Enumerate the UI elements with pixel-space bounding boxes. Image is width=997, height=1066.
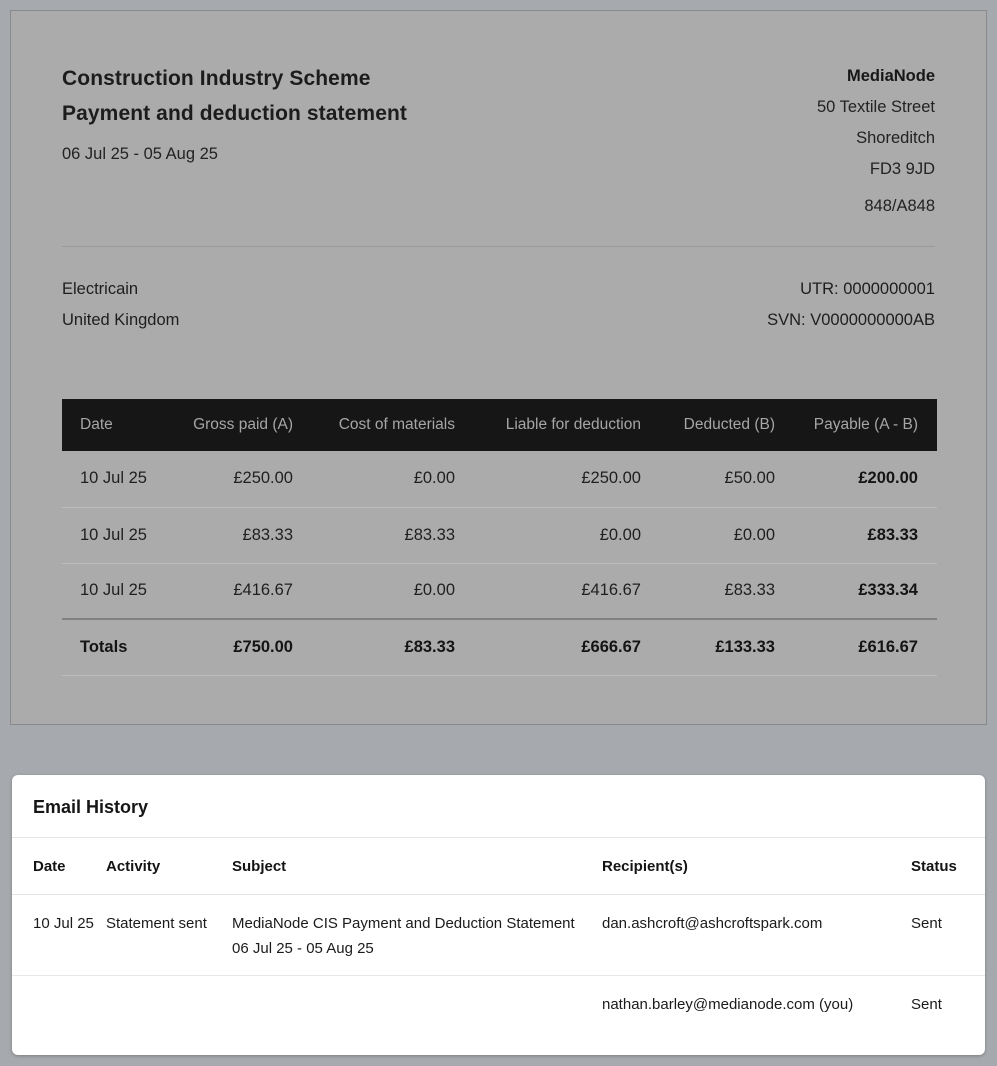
- cis-table-row: [62, 507, 937, 563]
- document-title-block: [62, 61, 407, 222]
- email-history-header-row: [12, 838, 985, 895]
- cis-table-row: [62, 563, 937, 619]
- cis-cell-gross-paid: £250.00: [160, 451, 293, 507]
- parties-section: [62, 274, 935, 336]
- cis-header-deducted: Deducted (B): [641, 399, 775, 451]
- cis-totals-gross-paid: £750.00: [160, 619, 293, 675]
- cis-payments-table: [62, 399, 937, 676]
- cis-table-row: [62, 451, 937, 507]
- email-cell-date: 10 Jul 25: [33, 915, 94, 932]
- contractor-address-block: [817, 61, 935, 222]
- email-history-row: [12, 975, 985, 1055]
- document-title-line2: Payment and deduction statement: [62, 102, 407, 125]
- cis-cell-liable-for-deduction: £250.00: [455, 451, 641, 507]
- email-cell-status: Sent: [911, 996, 942, 1013]
- contractor-address-line: 50 Textile Street: [816, 98, 935, 116]
- email-header-status: Status: [911, 857, 957, 875]
- document-title-line1: Construction Industry Scheme: [62, 67, 371, 90]
- tax-references-block: [767, 274, 935, 336]
- cis-cell-date: 10 Jul 25: [62, 451, 160, 507]
- cis-cell-cost-of-materials: £83.33: [293, 507, 455, 563]
- svn-value: SVN: V0000000000AB: [767, 311, 935, 329]
- email-cell-activity: Statement sent: [106, 915, 207, 932]
- cis-cell-payable: £333.34: [775, 563, 937, 619]
- cis-header-cost-of-materials: Cost of materials: [293, 399, 455, 451]
- cis-cell-cost-of-materials: £0.00: [293, 451, 455, 507]
- document-divider: [62, 246, 935, 247]
- cis-cell-deducted: £83.33: [641, 563, 775, 619]
- email-header-recipients: Recipient(s): [602, 857, 688, 875]
- cis-totals-cost-of-materials: £83.33: [293, 619, 455, 675]
- email-cell-recipient: dan.ashcroft@ashcroftspark.com: [602, 915, 823, 932]
- subcontractor-block: [62, 274, 179, 336]
- subcontractor-country: United Kingdom: [62, 311, 180, 329]
- contractor-address-line: FD3 9JD: [869, 160, 935, 178]
- cis-cell-date: 10 Jul 25: [62, 563, 160, 619]
- email-history-title: Email History: [12, 775, 985, 838]
- cis-header-liable-for-deduction: Liable for deduction: [455, 399, 641, 451]
- cis-totals-row: [62, 619, 937, 675]
- cis-cell-payable: £83.33: [775, 507, 937, 563]
- contractor-reference: 848/A848: [864, 197, 935, 215]
- cis-cell-gross-paid: £416.67: [160, 563, 293, 619]
- email-header-date: Date: [33, 857, 66, 875]
- email-header-subject: Subject: [232, 857, 287, 875]
- cis-table-header-row: [62, 399, 937, 451]
- cis-totals-payable: £616.67: [775, 619, 937, 675]
- contractor-address-line: Shoreditch: [856, 129, 935, 147]
- cis-totals-liable-for-deduction: £666.67: [455, 619, 641, 675]
- email-header-activity: Activity: [106, 857, 161, 875]
- statement-period: 06 Jul 25 - 05 Aug 25: [62, 145, 218, 163]
- cis-cell-date: 10 Jul 25: [62, 507, 160, 563]
- utr-value: UTR: 0000000001: [800, 280, 935, 298]
- email-cell-recipient: nathan.barley@medianode.com (you): [602, 996, 854, 1013]
- cis-cell-gross-paid: £83.33: [160, 507, 293, 563]
- cis-header-payable: Payable (A - B): [775, 399, 937, 451]
- cis-cell-liable-for-deduction: £0.00: [455, 507, 641, 563]
- cis-cell-cost-of-materials: £0.00: [293, 563, 455, 619]
- cis-cell-deducted: £50.00: [641, 451, 775, 507]
- email-history-panel: [12, 775, 985, 1055]
- email-history-row: [12, 895, 985, 975]
- cis-totals-label: Totals: [62, 619, 160, 675]
- cis-totals-deducted: £133.33: [641, 619, 775, 675]
- cis-cell-payable: £200.00: [775, 451, 937, 507]
- cis-header-date: Date: [62, 399, 160, 451]
- subcontractor-name: Electricain: [62, 280, 139, 298]
- cis-cell-deducted: £0.00: [641, 507, 775, 563]
- cis-header-gross-paid: Gross paid (A): [160, 399, 293, 451]
- email-cell-status: Sent: [911, 915, 942, 932]
- cis-statement-document: [10, 10, 987, 725]
- contractor-name: MediaNode: [846, 67, 935, 85]
- document-header: [62, 61, 935, 222]
- email-cell-subject: MediaNode CIS Payment and Deduction Statement 06 Jul 25 - 05 Aug 25: [232, 915, 575, 957]
- cis-cell-liable-for-deduction: £416.67: [455, 563, 641, 619]
